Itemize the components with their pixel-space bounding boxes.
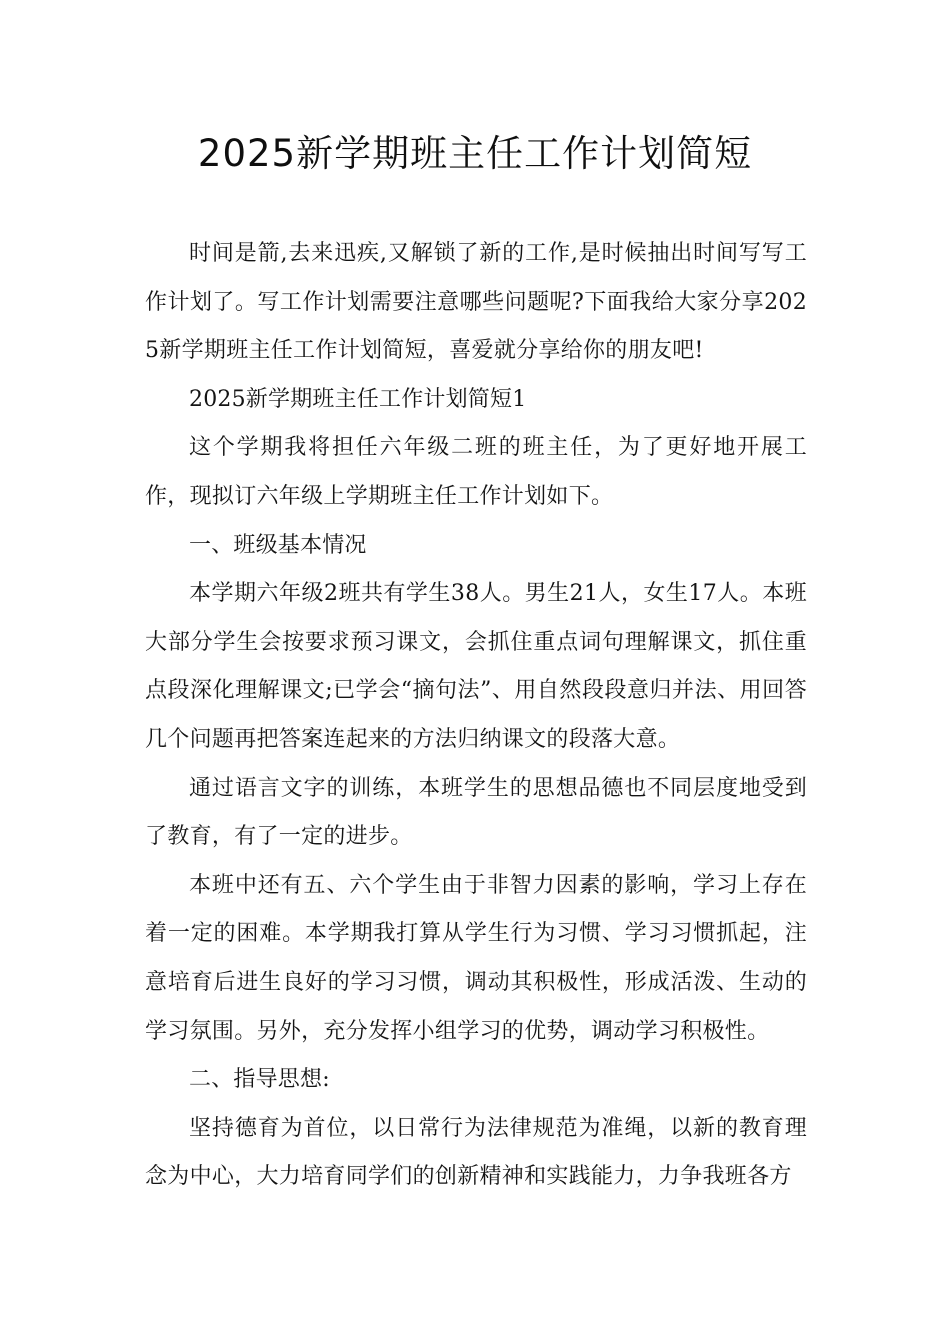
- heading-class-situation: 一、班级基本情况: [189, 532, 367, 558]
- guiding-ideology-paragraph: 坚持德育为首位，以日常行为法律规范为准绳，以新的教育理念为中心，大力培育同学们的创新精神和实践能力，力争我班各方: [145, 1115, 807, 1190]
- class-situation-paragraph: 本学期六年级2班共有学生38人。男生21人，女生17人。本班大部分学生会按要求预习课文，会抓住重点词句理解课文，抓住重点段深化理解课文;已学会“摘句法”、用自然段段意归并法、用回答几个问题再把答案连起来的方法归纳课文的段落大意。: [145, 581, 807, 752]
- document-body: [145, 230, 807, 1202]
- plan-intro-paragraph: 这个学期我将担任六年级二班的班主任，为了更好地开展工作，现拟订六年级上学期班主任工作计划如下。: [145, 435, 807, 509]
- moral-education-paragraph: 通过语言文字的训练，本班学生的思想品德也不同层度地受到了教育，有了一定的进步。: [145, 775, 807, 850]
- heading-guiding-ideology: 二、指导思想:: [189, 1067, 330, 1093]
- struggling-students-paragraph: 本班中还有五、六个学生由于非智力因素的影响，学习上存在着一定的困难。本学期我打算从学生行为习惯、学习习惯抓起，注意培育后进生良好的学习习惯，调动其积极性，形成活泼、生动的学习氛围。另外，充分发挥小组学习的优势，调动学习积极性。: [145, 872, 807, 1044]
- document-title: 2025新学期班主任工作计划简短: [197, 132, 753, 175]
- intro-paragraph: 时间是箭,去来迅疾,又解锁了新的工作,是时候抽出时间写写工作计划了。写工作计划需要注意哪些问题呢?下面我给大家分享2025新学期班主任工作计划简短，喜爱就分享给你的朋友吧!: [145, 241, 807, 364]
- section-title-plan-1: 2025新学期班主任工作计划简短1: [189, 386, 527, 412]
